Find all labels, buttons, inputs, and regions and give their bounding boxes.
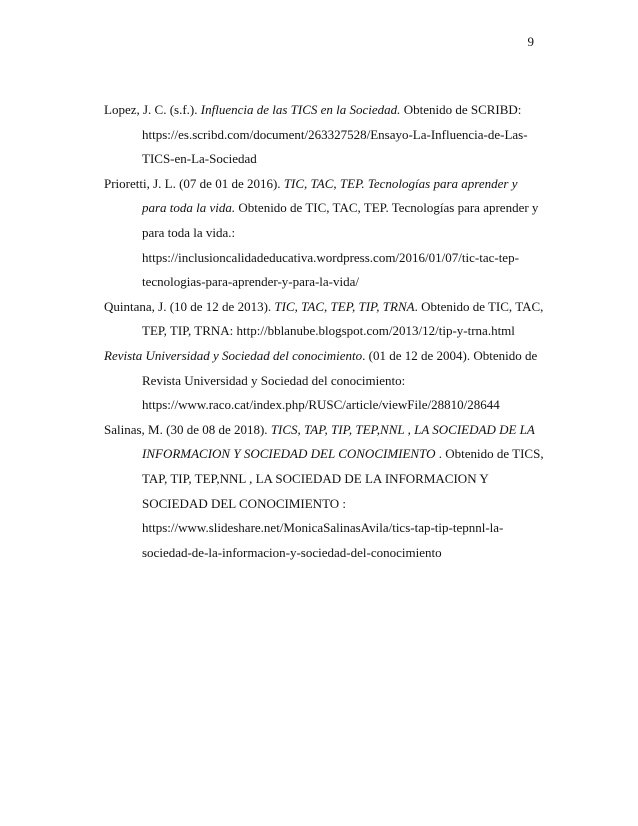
reference-text: SOCIEDAD DEL CONOCIMIENTO : [142, 495, 347, 511]
reference-text: Quintana, J. (10 de 12 de 2013). [104, 298, 275, 314]
reference-title-text: TICS, TAP, TIP, TEP,NNL , LA SOCIEDAD DE LA [270, 421, 535, 437]
reference-text: TICS-en-La-Sociedad [142, 151, 257, 167]
reference-entry [104, 295, 544, 344]
reference-title-text: Influencia de las TICS en la Sociedad. [200, 102, 401, 117]
reference-line [142, 516, 536, 541]
reference-text: . (01 de 12 de 2004). Obtenido de [362, 347, 538, 363]
reference-line [142, 467, 536, 492]
reference-line [104, 295, 544, 320]
reference-text: Obtenido de TIC, TAC, TEP. Tecnologías para aprender y [235, 200, 539, 216]
reference-line [142, 270, 536, 295]
reference-line [104, 98, 536, 123]
reference-line [142, 369, 536, 394]
reference-line [142, 319, 536, 344]
reference-text: Prioretti, J. L. (07 de 01 de 2016). [104, 175, 284, 191]
reference-title-text: TIC, TAC, TEP. Tecnologías para aprender y [283, 175, 518, 191]
reference-text: . Obtenido de TICS, [435, 446, 544, 462]
reference-text: Obtenido de SCRIBD: [400, 102, 522, 117]
reference-line [104, 418, 536, 443]
reference-line [142, 393, 536, 418]
reference-entry [104, 172, 539, 295]
reference-title-text: Revista Universidad y Sociedad del conocimiento [104, 347, 363, 363]
reference-text: Salinas, M. (30 de 08 de 2018). [104, 421, 271, 437]
reference-line [142, 541, 536, 566]
reference-list [104, 98, 544, 565]
reference-text: Revista Universidad y Sociedad del conocimiento: [142, 372, 406, 388]
reference-text: sociedad-de-la-informacion-y-sociedad-del-conocimiento [142, 544, 442, 560]
reference-line [142, 492, 536, 517]
reference-title-text: para toda la vida. [142, 200, 236, 216]
reference-line [104, 344, 538, 369]
reference-line [142, 147, 536, 172]
reference-text: TEP, TIP, TRNA: http://bblanube.blogspot.com/2013/12/tip-y-trna.html [142, 323, 515, 339]
reference-line [142, 196, 539, 221]
reference-title-text: TIC, TAC, TEP, TIP, TRNA [274, 298, 415, 314]
reference-text: para toda la vida.: [142, 224, 236, 240]
reference-text: https://es.scribd.com/document/263327528/Ensayo-La-Influencia-de-Las- [142, 126, 528, 142]
reference-entry [104, 344, 536, 418]
reference-line [142, 442, 544, 467]
reference-text: . Obtenido de TIC, TAC, [414, 298, 544, 314]
page-number: 9 [527, 34, 534, 49]
reference-text: tecnologias-para-aprender-y-para-la-vida/ [142, 274, 360, 290]
reference-title-text: INFORMACION Y SOCIEDAD DEL CONOCIMIENTO [142, 446, 436, 462]
reference-text: https://inclusioncalidadeducativa.wordpress.com/2016/01/07/tic-tac-tep- [142, 249, 519, 265]
reference-line [142, 221, 536, 246]
reference-line [142, 246, 536, 271]
reference-line [142, 123, 536, 148]
reference-entry [104, 418, 544, 566]
reference-text: Lopez, J. C. (s.f.). [104, 102, 201, 117]
reference-text: https://www.raco.cat/index.php/RUSC/article/viewFile/28810/28644 [142, 397, 500, 413]
reference-entry [104, 98, 536, 172]
reference-line [104, 172, 536, 197]
reference-text: https://www.slideshare.net/MonicaSalinasAvila/tics-tap-tip-tepnnl-la- [142, 520, 504, 536]
reference-text: TAP, TIP, TEP,NNL , LA SOCIEDAD DE LA INFORMACION Y [142, 470, 489, 486]
